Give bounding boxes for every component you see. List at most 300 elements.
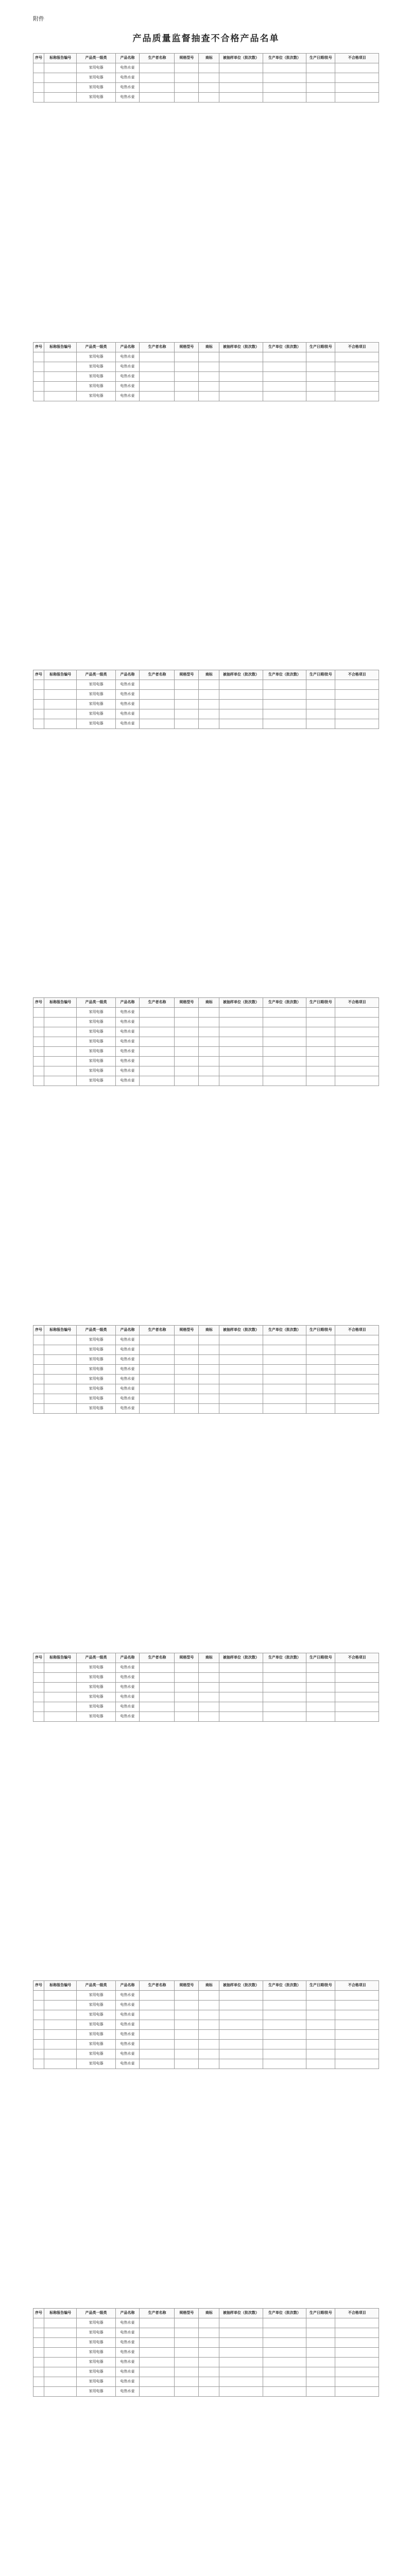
table-cell [175,1365,199,1375]
table-cell [33,1335,44,1345]
table-cell [33,63,44,73]
table-row [33,2387,379,2397]
table-cell: 家用电器 [77,2387,115,2397]
column-header: 生产日期/批号 [306,998,335,1008]
column-header: 生产日期/批号 [306,1653,335,1663]
table-cell: 电热水壶 [115,63,140,73]
table-cell [335,93,379,103]
table-cell [219,63,263,73]
table-cell [175,2001,199,2010]
attachment-label: 附件 [33,16,44,22]
table-row [33,690,379,700]
table-row [33,1404,379,1414]
table-cell [199,1365,219,1375]
table-cell [140,1673,175,1683]
table-cell [175,2358,199,2367]
table-cell: 电热水壶 [115,680,140,690]
table-cell: 家用电器 [77,700,115,709]
table-cell: 电热水壶 [115,1076,140,1086]
table-cell [263,680,306,690]
table-cell [263,1384,306,1394]
column-header: 规格型号 [175,1653,199,1663]
table-row [33,1702,379,1712]
table-cell [263,2040,306,2049]
table-cell [219,1384,263,1394]
column-header: 产品类一级类 [77,1653,115,1663]
table-cell: 电热水壶 [115,83,140,93]
table-cell [44,2367,77,2377]
table-cell [306,2318,335,2328]
document-page [0,983,412,1311]
table-cell [219,1008,263,1018]
table-cell [335,83,379,93]
table-cell [44,1027,77,1037]
table-cell [219,2010,263,2020]
table-cell [140,2010,175,2020]
column-header: 商标 [199,343,219,352]
table-header-row [33,998,379,1008]
table-cell [263,2328,306,2338]
table-cell [263,709,306,719]
table-cell [219,1047,263,1057]
table-cell [140,2338,175,2348]
table-cell [175,1712,199,1722]
table-row [33,2059,379,2069]
table-cell [199,1394,219,1404]
table-cell [306,1027,335,1037]
table-cell: 电热水壶 [115,392,140,401]
table-cell [219,2358,263,2367]
table-cell [175,2338,199,2348]
table-cell: 家用电器 [77,372,115,382]
table-cell [199,1991,219,2001]
table-cell: 家用电器 [77,1076,115,1086]
document-page [0,328,412,655]
table-cell [44,2387,77,2397]
table-cell [306,1692,335,1702]
table-cell [33,709,44,719]
table-cell [33,1047,44,1057]
table-cell [199,73,219,83]
table-row [33,2318,379,2328]
table-cell: 电热水壶 [115,2010,140,2020]
table-cell [306,2001,335,2010]
table-cell [33,1018,44,1027]
table-cell [33,2328,44,2338]
table-cell [44,2040,77,2049]
table-cell [140,63,175,73]
table-cell [219,2030,263,2040]
column-header: 产品名称 [115,1981,140,1991]
table-cell: 电热水壶 [115,1027,140,1037]
table-cell [175,1991,199,2001]
table-cell: 电热水壶 [115,93,140,103]
table-cell [140,1365,175,1375]
table-cell: 电热水壶 [115,352,140,362]
table-cell: 家用电器 [77,2318,115,2328]
column-header: 序号 [33,343,44,352]
table-cell [199,1673,219,1683]
table-cell [199,1712,219,1722]
table-cell [175,63,199,73]
table-row [33,2010,379,2020]
table-cell [335,362,379,372]
table-cell [219,2338,263,2348]
column-header: 产品名称 [115,670,140,680]
table-row [33,1991,379,2001]
column-header: 被抽样单位（批次数） [219,54,263,63]
table-cell [33,2387,44,2397]
table-cell [44,1404,77,1414]
table-cell [33,1712,44,1722]
table-cell [219,2377,263,2387]
table-cell [335,700,379,709]
column-header: 生产日期/批号 [306,54,335,63]
table-cell [199,2030,219,2040]
table-cell [175,73,199,83]
table-cell [335,372,379,382]
table-cell [335,382,379,392]
table-cell [175,680,199,690]
table-cell [33,1066,44,1076]
table-cell [33,1404,44,1414]
table-cell [306,1345,335,1355]
column-header: 标称报告编号 [44,1981,77,1991]
table-cell [199,1018,219,1027]
table-cell [306,1375,335,1384]
table-cell [44,1345,77,1355]
table-cell [335,1692,379,1702]
table-cell [335,1663,379,1673]
table-row [33,2049,379,2059]
table-cell [33,2348,44,2358]
table-cell [199,2348,219,2358]
table-cell: 家用电器 [77,1991,115,2001]
table-cell [335,2328,379,2338]
table-row [33,1057,379,1066]
table-cell: 家用电器 [77,719,115,729]
table-cell [335,1066,379,1076]
document-page [0,0,412,328]
table-row [33,680,379,690]
table-cell [263,1345,306,1355]
table-cell [335,1375,379,1384]
table-row [33,2338,379,2348]
table-cell [44,1692,77,1702]
column-header: 规格型号 [175,998,199,1008]
table-cell [199,700,219,709]
table-cell [219,1683,263,1692]
column-header: 不合格项目 [335,998,379,1008]
table-cell: 电热水壶 [115,1335,140,1345]
table-cell [44,1037,77,1047]
table-cell [306,1066,335,1076]
table-cell [44,63,77,73]
table-cell [219,1712,263,1722]
column-header: 不合格项目 [335,1326,379,1335]
table-cell: 电热水壶 [115,1663,140,1673]
column-header: 商标 [199,670,219,680]
column-header: 生产日期/批号 [306,343,335,352]
column-header: 规格型号 [175,343,199,352]
table-cell [33,1692,44,1702]
table-cell [219,2387,263,2397]
table-cell: 电热水壶 [115,2059,140,2069]
table-cell [199,1375,219,1384]
document-page [0,1966,412,2294]
table-cell [263,2049,306,2059]
table-cell: 家用电器 [77,1384,115,1394]
table-cell: 家用电器 [77,1663,115,1673]
column-header: 商标 [199,54,219,63]
table-cell [306,1394,335,1404]
table-row [33,362,379,372]
table-cell [33,1355,44,1365]
table-cell [175,1702,199,1712]
column-header: 被抽样单位（批次数） [219,998,263,1008]
table-row [33,1037,379,1047]
table-cell [44,2377,77,2387]
column-header: 商标 [199,2309,219,2318]
table-cell [219,1335,263,1345]
table-cell [306,1076,335,1086]
table-cell [44,73,77,83]
table-cell [140,2030,175,2040]
table-row [33,63,379,73]
table-cell [33,2020,44,2030]
table-cell [263,1355,306,1365]
table-row [33,709,379,719]
table-cell [44,709,77,719]
table-cell [263,2367,306,2377]
table-cell [263,392,306,401]
table-cell [199,1663,219,1673]
table-cell [140,1018,175,1027]
table-row [33,372,379,382]
table-cell [306,362,335,372]
column-header: 生产者名称 [140,1326,175,1335]
column-header: 标称报告编号 [44,670,77,680]
table-cell [33,382,44,392]
table-cell: 家用电器 [77,93,115,103]
table-cell [44,2001,77,2010]
table-cell [33,1027,44,1037]
table-cell: 家用电器 [77,1018,115,1027]
table-cell [140,93,175,103]
table-cell [335,1702,379,1712]
table-cell [263,2358,306,2367]
column-header: 产品名称 [115,343,140,352]
column-header: 生产单位（批次数） [263,998,306,1008]
column-header: 生产者名称 [140,2309,175,2318]
table-cell [219,372,263,382]
table-cell [306,352,335,362]
table-cell [306,2040,335,2049]
table-cell [33,362,44,372]
table-cell: 家用电器 [77,1008,115,1018]
noncompliant-products-table [33,1980,379,2069]
table-cell [263,2387,306,2397]
table-cell [33,1375,44,1384]
table-row [33,1355,379,1365]
table-cell [140,1057,175,1066]
table-cell [175,1673,199,1683]
table-cell [219,680,263,690]
table-cell [33,83,44,93]
column-header: 规格型号 [175,670,199,680]
table-cell [33,1384,44,1394]
table-cell [306,1673,335,1683]
noncompliant-products-table [33,1653,379,1722]
table-cell [306,1355,335,1365]
table-cell [199,352,219,362]
table-cell [175,392,199,401]
table-cell [44,1008,77,1018]
table-cell [219,1702,263,1712]
table-cell [199,2338,219,2348]
column-header: 标称报告编号 [44,343,77,352]
table-cell: 家用电器 [77,690,115,700]
table-cell [175,2348,199,2358]
table-cell [175,1047,199,1057]
table-cell: 家用电器 [77,83,115,93]
table-cell [335,352,379,362]
document-page [0,655,412,983]
table-cell [263,352,306,362]
table-cell [140,352,175,362]
table-cell: 电热水壶 [115,382,140,392]
table-cell [44,1047,77,1057]
column-header: 产品名称 [115,2309,140,2318]
table-row [33,1673,379,1683]
document-page [0,2294,412,2576]
table-cell: 家用电器 [77,63,115,73]
table-cell [263,1692,306,1702]
table-cell [219,1066,263,1076]
table-cell [140,1683,175,1692]
noncompliant-products-table [33,670,379,729]
table-cell [306,700,335,709]
table-cell [263,1712,306,1722]
column-header: 序号 [33,998,44,1008]
column-header: 不合格项目 [335,54,379,63]
column-header: 产品名称 [115,998,140,1008]
table-cell [335,2348,379,2358]
table-cell [219,1673,263,1683]
table-cell [33,2030,44,2040]
column-header: 标称报告编号 [44,998,77,1008]
table-row [33,2030,379,2040]
column-header: 产品名称 [115,1326,140,1335]
table-cell [33,700,44,709]
table-cell [306,2358,335,2367]
table-cell [306,1712,335,1722]
table-cell [33,680,44,690]
table-cell [175,1335,199,1345]
table-cell: 家用电器 [77,680,115,690]
table-cell [263,2010,306,2020]
table-cell [175,2387,199,2397]
table-cell [335,2040,379,2049]
table-cell [335,2049,379,2059]
table-cell [306,83,335,93]
column-header: 标称报告编号 [44,2309,77,2318]
table-cell [44,382,77,392]
table-header-row [33,1981,379,1991]
table-cell: 电热水壶 [115,1008,140,1018]
column-header: 被抽样单位（批次数） [219,343,263,352]
column-header: 被抽样单位（批次数） [219,670,263,680]
table-cell [140,362,175,372]
table-cell [199,1027,219,1037]
table-cell: 电热水壶 [115,1673,140,1683]
column-header: 标称报告编号 [44,1653,77,1663]
table-cell [199,63,219,73]
table-cell: 电热水壶 [115,690,140,700]
table-cell: 电热水壶 [115,2338,140,2348]
table-cell [175,2377,199,2387]
column-header: 不合格项目 [335,1981,379,1991]
table-cell [335,1008,379,1018]
table-cell [263,382,306,392]
table-row [33,1692,379,1702]
table-cell [33,1008,44,1018]
table-cell [263,2059,306,2069]
table-cell [263,2030,306,2040]
table-cell: 家用电器 [77,1037,115,1047]
table-cell [44,690,77,700]
table-row [33,700,379,709]
table-cell [175,2010,199,2020]
table-cell [140,1384,175,1394]
table-cell [33,2001,44,2010]
table-cell: 家用电器 [77,2010,115,2020]
table-cell [140,1355,175,1365]
table-cell [140,709,175,719]
table-cell [175,1076,199,1086]
table-row [33,1345,379,1355]
table-cell [306,2010,335,2020]
table-cell [44,2049,77,2059]
table-cell: 电热水壶 [115,2328,140,2338]
table-cell [44,719,77,729]
table-cell [140,382,175,392]
table-cell [263,1335,306,1345]
table-cell [175,2020,199,2030]
table-cell [306,392,335,401]
table-cell: 家用电器 [77,2001,115,2010]
column-header: 商标 [199,998,219,1008]
table-cell [175,1008,199,1018]
table-cell [140,690,175,700]
table-cell [199,2010,219,2020]
table-cell [199,1404,219,1414]
table-cell [335,2377,379,2387]
table-cell [263,1018,306,1027]
table-cell: 电热水壶 [115,709,140,719]
table-cell [263,1404,306,1414]
table-cell [335,1404,379,1414]
table-cell [219,2328,263,2338]
table-cell [263,1365,306,1375]
table-cell [263,2377,306,2387]
table-cell: 电热水壶 [115,1394,140,1404]
table-cell [33,1663,44,1673]
table-cell [263,1683,306,1692]
table-cell: 家用电器 [77,2059,115,2069]
table-cell [219,2367,263,2377]
table-cell [263,93,306,103]
